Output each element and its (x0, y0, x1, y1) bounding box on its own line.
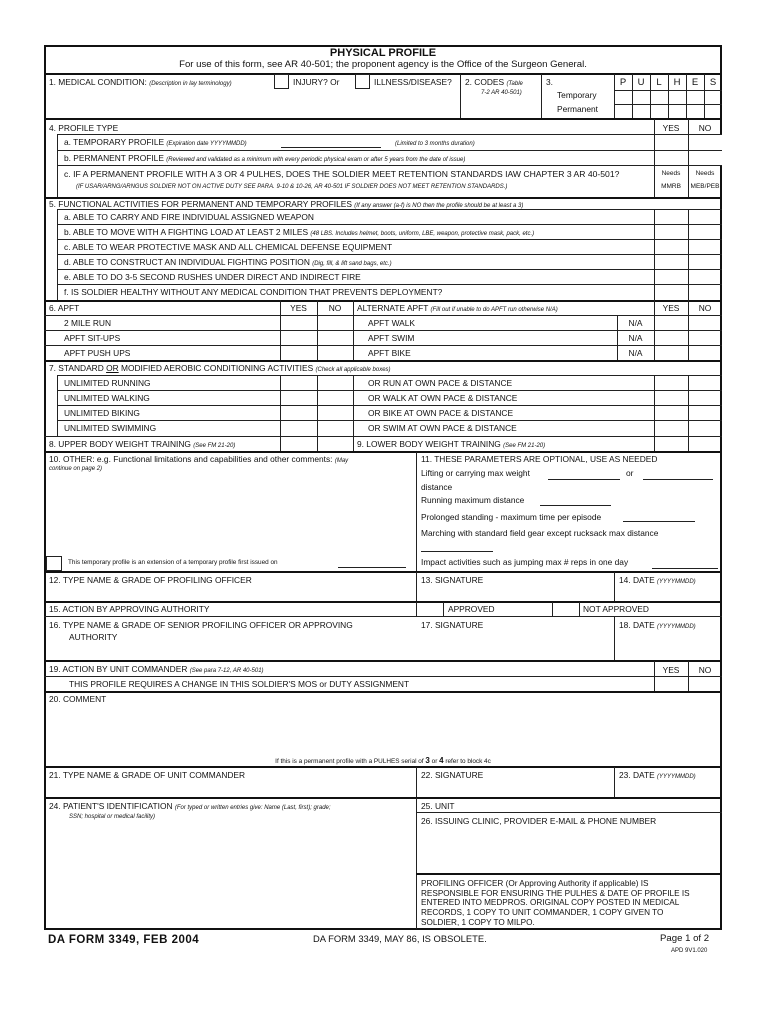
running-distance-field[interactable] (540, 505, 611, 506)
alternate-apft-label: ALTERNATE APFT (Fill out if unable to do APFT run otherwise N/A) (357, 303, 558, 313)
alt-apft-item: APFT BIKE (368, 348, 411, 358)
approved-checkbox[interactable] (417, 603, 443, 616)
block16-label: 16. TYPE NAME & GRADE OF SENIOR PROFILING OFFICER OR APPROVING (49, 620, 353, 630)
divider (416, 873, 722, 875)
alt-yes-header: YES (662, 303, 680, 313)
comment-field[interactable] (46, 706, 720, 754)
functional-item-d: d. ABLE TO CONSTRUCT AN INDIVIDUAL FIGHTING POSITION (Dig, fill, & lift sand bags, etc.) (64, 257, 392, 267)
mos-change-no-checkbox[interactable] (689, 677, 722, 691)
aerobic-alt-item: OR SWIM AT OWN PACE & DISTANCE (368, 423, 517, 433)
expiration-date-field[interactable] (281, 147, 381, 148)
divider (44, 766, 722, 768)
block15-label: 15. ACTION BY APPROVING AUTHORITY (49, 604, 210, 614)
divider (57, 269, 722, 270)
divider (44, 73, 722, 75)
block13-label: 13. SIGNATURE (421, 575, 484, 585)
aerobic-alt-item: OR BIKE AT OWN PACE & DISTANCE (368, 408, 514, 418)
pulhes-u: U (637, 77, 645, 88)
block14-label: 14. DATE (YYYYMMDD) (619, 575, 696, 585)
block26-label: 26. ISSUING CLINIC, PROVIDER E-MAIL & PHONE NUMBER (421, 816, 657, 826)
illness-checkbox[interactable] (355, 74, 370, 89)
divider (614, 616, 615, 660)
block19-label: 19. ACTION BY UNIT COMMANDER (See para 7-12, AR 40-501) (49, 664, 264, 674)
apft-checkboxes[interactable] (281, 316, 353, 360)
patient-identification-field[interactable] (46, 824, 414, 928)
divider (44, 691, 722, 693)
profiling-officer-field[interactable] (46, 586, 414, 601)
permanent-no-checkbox[interactable] (689, 151, 722, 165)
marching-distance-field[interactable] (421, 551, 493, 552)
unit-yes-header: YES (662, 665, 680, 675)
lifting-weight-field[interactable] (548, 479, 620, 480)
divider (44, 360, 722, 362)
functional-yes-column[interactable] (655, 210, 688, 300)
block6-label: 6. APFT (49, 303, 80, 313)
block8-label: 8. UPPER BODY WEIGHT TRAINING (See FM 21-20) (49, 439, 236, 449)
divider (57, 375, 722, 376)
needs-label: Needs (695, 170, 715, 177)
apd-code: APD 9V1.020 (671, 948, 708, 954)
pulhes-l: L (656, 77, 662, 88)
unit-no-header: NO (698, 665, 712, 675)
temporary-label: Temporary (557, 90, 597, 100)
profiling-officer-signature-field[interactable] (418, 586, 613, 601)
block5-label: 5. FUNCTIONAL ACTIVITIES FOR PERMANENT AND TEMPORARY PROFILES (If any answer (a-f) is NO then the profile should be at least a 3) (49, 199, 524, 209)
aerobic-checkboxes[interactable] (281, 376, 353, 436)
functional-item-e: e. ABLE TO DO 3-5 SECOND RUSHES UNDER DIRECT AND INDIRECT FIRE (64, 272, 361, 282)
page-title: PHYSICAL PROFILE (329, 47, 437, 59)
block23-label: 23. DATE (YYYYMMDD) (619, 770, 696, 780)
block17-label: 17. SIGNATURE (421, 620, 484, 630)
divider (44, 676, 722, 677)
block22-label: 22. SIGNATURE (421, 770, 484, 780)
functional-no-column[interactable] (689, 210, 722, 300)
apft-item: 2 MILE RUN (64, 318, 112, 328)
divider (579, 602, 580, 616)
distance-label: distance (421, 482, 453, 492)
divider (353, 375, 354, 451)
divider (57, 224, 722, 225)
obsolete-notice: DA FORM 3349, MAY 86, IS OBSOLETE. (313, 933, 487, 944)
divider (44, 436, 722, 437)
not-approved-label: NOT APPROVED (583, 604, 649, 614)
temporary-yes-checkbox[interactable] (655, 135, 688, 150)
unit-commander-field[interactable] (46, 781, 414, 796)
block11-label: 11. THESE PARAMETERS ARE OPTIONAL, USE AS NEEDED (421, 454, 658, 464)
codes-field[interactable] (462, 98, 540, 118)
functional-item-b: b. ABLE TO MOVE WITH A FIGHTING LOAD AT LEAST 2 MILES (48 LBS. Includes helmet, boots, uniform, LBE, weapon, protective mask, pack, etc.) (64, 227, 535, 237)
running-label: Running maximum distance (421, 495, 525, 505)
standing-label: Prolonged standing - maximum time per episode (421, 512, 602, 522)
block12-label: 12. TYPE NAME & GRADE OF PROFILING OFFICER (49, 575, 252, 585)
yes-header: YES (662, 123, 680, 133)
mebpeb-label: MEB/PEB (690, 183, 720, 190)
retention-question: c. IF A PERMANENT PROFILE WITH A 3 OR 4 PULHES, DOES THE SOLDIER MEET RETENTION STANDARDS IAW CHAPTER 3 AR 40-501? (64, 169, 620, 179)
mos-change-question: THIS PROFILE REQUIRES A CHANGE IN THIS SOLDIER'S MOS or DUTY ASSIGNMENT (69, 679, 410, 689)
divider (57, 284, 722, 285)
temporary-no-checkbox[interactable] (689, 135, 722, 150)
block24-label: 24. PATIENT'S IDENTIFICATION (For typed or written entries give: Name (Last, first); grade; (49, 801, 331, 811)
retention-hint: (IF USAR/ARNG/ARNGUS SOLDIER NOT ON ACTIVE DUTY SEE PARA. 9-10 & 10-26, AR 40-501 IF SOLDIER DOES NOT MEET RETENTION STANDARDS.) (76, 184, 508, 190)
block9-label: 9. LOWER BODY WEIGHT TRAINING (See FM 21-20) (357, 439, 546, 449)
permanent-profile-label: b. PERMANENT PROFILE (Reviewed and validated as a minimum with every periodic physical exam or after 5 years from the date of issue) (64, 153, 466, 163)
other-comments-field[interactable] (46, 476, 414, 554)
senior-officer-field[interactable] (46, 643, 414, 659)
block20-label: 20. COMMENT (49, 694, 107, 704)
permanent-yes-checkbox[interactable] (655, 151, 688, 165)
temporary-profile-hint: (Limited to 3 months duration) (395, 141, 475, 147)
pulhes-p: P (619, 77, 627, 88)
temporary-profile-label: a. TEMPORARY PROFILE (Expiration date YYYYMMDD) (64, 137, 247, 147)
mmrb-label: MMRB (661, 183, 681, 190)
divider (57, 165, 722, 166)
issuing-clinic-field[interactable] (418, 828, 720, 872)
block24-hint: SSN; hospital or medical facility) (69, 814, 156, 820)
block25-label: 25. UNIT (421, 801, 455, 811)
block2-label: 2. CODES (Table (465, 77, 523, 87)
block10-hint: continue on page 2) (49, 466, 103, 472)
alt-apft-item: APFT WALK (368, 318, 416, 328)
block4-label: 4. PROFILE TYPE (49, 123, 119, 133)
unit-commander-date-field[interactable] (616, 781, 721, 796)
block18-label: 18. DATE (YYYYMMDD) (619, 620, 696, 630)
unit-field[interactable] (470, 799, 720, 812)
divider (57, 209, 722, 210)
pulhes-h: H (673, 77, 681, 88)
marching-label: Marching with standard field gear except rucksack max distance (421, 528, 659, 538)
lower-body-checkboxes[interactable] (655, 437, 722, 451)
apft-item: APFT PUSH UPS (64, 348, 131, 358)
needs-label: Needs (661, 170, 681, 177)
not-approved-checkbox[interactable] (553, 603, 579, 616)
no-header: NO (698, 123, 712, 133)
apft-no-header: NO (328, 303, 342, 313)
divider (44, 300, 722, 302)
impact-reps-field[interactable] (652, 568, 718, 569)
functional-item-c: c. ABLE TO WEAR PROTECTIVE MASK AND ALL CHEMICAL DEFENSE EQUIPMENT (64, 242, 393, 252)
unit-commander-signature-field[interactable] (418, 781, 613, 796)
block21-label: 21. TYPE NAME & GRADE OF UNIT COMMANDER (49, 770, 246, 780)
approved-label: APPROVED (448, 604, 495, 614)
aerobic-item: UNLIMITED WALKING (64, 393, 150, 403)
block7-label: 7. STANDARD OR MODIFIED AEROBIC CONDITIONING ACTIVITIES (Check all applicable boxes) (49, 363, 391, 373)
block10-label: 10. OTHER: e.g. Functional limitations and capabilities and other comments: (May (49, 454, 349, 464)
apft-item: APFT SIT-UPS (64, 333, 121, 343)
permanent-label: Permanent (557, 104, 598, 114)
lifting-label: Lifting or carrying max weight (421, 468, 530, 478)
pulhes-temporary-fields[interactable] (615, 91, 722, 104)
mos-change-yes-checkbox[interactable] (655, 677, 688, 691)
divider (614, 767, 615, 797)
na-label: N/A (628, 333, 643, 343)
extension-checkbox[interactable] (46, 556, 62, 571)
divider (416, 767, 417, 797)
form-number: DA FORM 3349, FEB 2004 (48, 934, 200, 946)
divider (416, 812, 722, 813)
divider (541, 74, 542, 119)
pulhes-s: S (709, 77, 717, 88)
block16-label-line2: AUTHORITY (69, 632, 118, 642)
divider (44, 345, 722, 346)
aerobic-alt-checkboxes[interactable] (655, 376, 722, 436)
upper-body-checkboxes[interactable] (281, 437, 353, 451)
divider (57, 420, 722, 421)
block3-label: 3. (546, 77, 553, 87)
na-label: N/A (628, 318, 643, 328)
block1-label: 1. MEDICAL CONDITION: (Description in lay terminology) (49, 77, 232, 87)
page-number: Page 1 of 2 (660, 933, 710, 944)
apft-yes-header: YES (290, 303, 307, 313)
profiling-officer-date-field[interactable] (616, 586, 721, 601)
medical-condition-field[interactable] (46, 91, 460, 117)
divider (44, 315, 722, 316)
divider (416, 452, 417, 571)
senior-officer-date-field[interactable] (616, 632, 721, 659)
first-issued-date-field[interactable] (338, 567, 406, 568)
divider (57, 134, 722, 135)
aerobic-alt-item: OR WALK AT OWN PACE & DISTANCE (368, 393, 518, 403)
standing-time-field[interactable] (623, 521, 695, 522)
page-subtitle: For use of this form, see AR 40-501; the proponent agency is the Office of the Surgeon General. (179, 59, 587, 70)
na-label: N/A (628, 348, 643, 358)
pulhes-permanent-fields[interactable] (615, 105, 722, 118)
divider (57, 134, 58, 198)
aerobic-item: UNLIMITED RUNNING (64, 378, 151, 388)
divider (57, 390, 722, 391)
divider (44, 330, 722, 331)
divider (44, 571, 722, 573)
divider (416, 798, 417, 929)
or-label: or (626, 468, 634, 478)
divider (44, 118, 722, 120)
divider (44, 601, 722, 603)
profiling-notice: PROFILING OFFICER (Or Approving Authority if applicable) IS RESPONSIBLE FOR ENSURING THE PULHES & DATE OF PROFILE IS ENTERED INTO MEDPROS. ORIGINAL COPY POSTED IN MEDICAL RECORDS, 1 COPY TO UNIT COMMANDER, 1 COPY GIVEN TO SOLDIER, 1 COPY TO MILPO. (421, 879, 690, 927)
divider (443, 602, 444, 616)
alt-apft-item: APFT SWIM (368, 333, 415, 343)
divider (57, 150, 722, 151)
impact-label: Impact activities such as jumping max # reps in one day (421, 557, 629, 567)
aerobic-alt-item: OR RUN AT OWN PACE & DISTANCE (368, 378, 513, 388)
divider (57, 254, 722, 255)
block2-hint: 7-2 AR 40-501) (481, 90, 522, 96)
functional-item-a: a. ABLE TO CARRY AND FIRE INDIVIDUAL ASSIGNED WEAPON (64, 212, 314, 222)
extension-label: This temporary profile is an extension of a temporary profile first issued on (68, 559, 278, 566)
pulhes-serial-note: If this is a permanent profile with a PULHES serial of 3 or 4 refer to block 4c (275, 756, 491, 765)
alt-no-header: NO (698, 303, 712, 313)
divider (614, 572, 615, 601)
divider (57, 405, 722, 406)
pulhes-e: E (691, 77, 699, 88)
alt-apft-checkboxes[interactable] (655, 316, 722, 360)
illness-label: ILLNESS/DISEASE? (374, 77, 452, 87)
functional-item-f: f. IS SOLDIER HEALTHY WITHOUT ANY MEDICAL CONDITION THAT PREVENTS DEPLOYMENT? (64, 287, 443, 297)
aerobic-item: UNLIMITED SWIMMING (64, 423, 157, 433)
divider (416, 572, 417, 601)
aerobic-item: UNLIMITED BIKING (64, 408, 140, 418)
injury-label: INJURY? Or (293, 77, 340, 87)
divider (44, 660, 722, 662)
lifting-distance-field[interactable] (643, 479, 713, 480)
divider (44, 616, 722, 617)
injury-checkbox[interactable] (274, 74, 289, 89)
divider (57, 239, 722, 240)
divider (44, 451, 722, 453)
divider (460, 74, 461, 119)
senior-officer-signature-field[interactable] (418, 632, 613, 659)
